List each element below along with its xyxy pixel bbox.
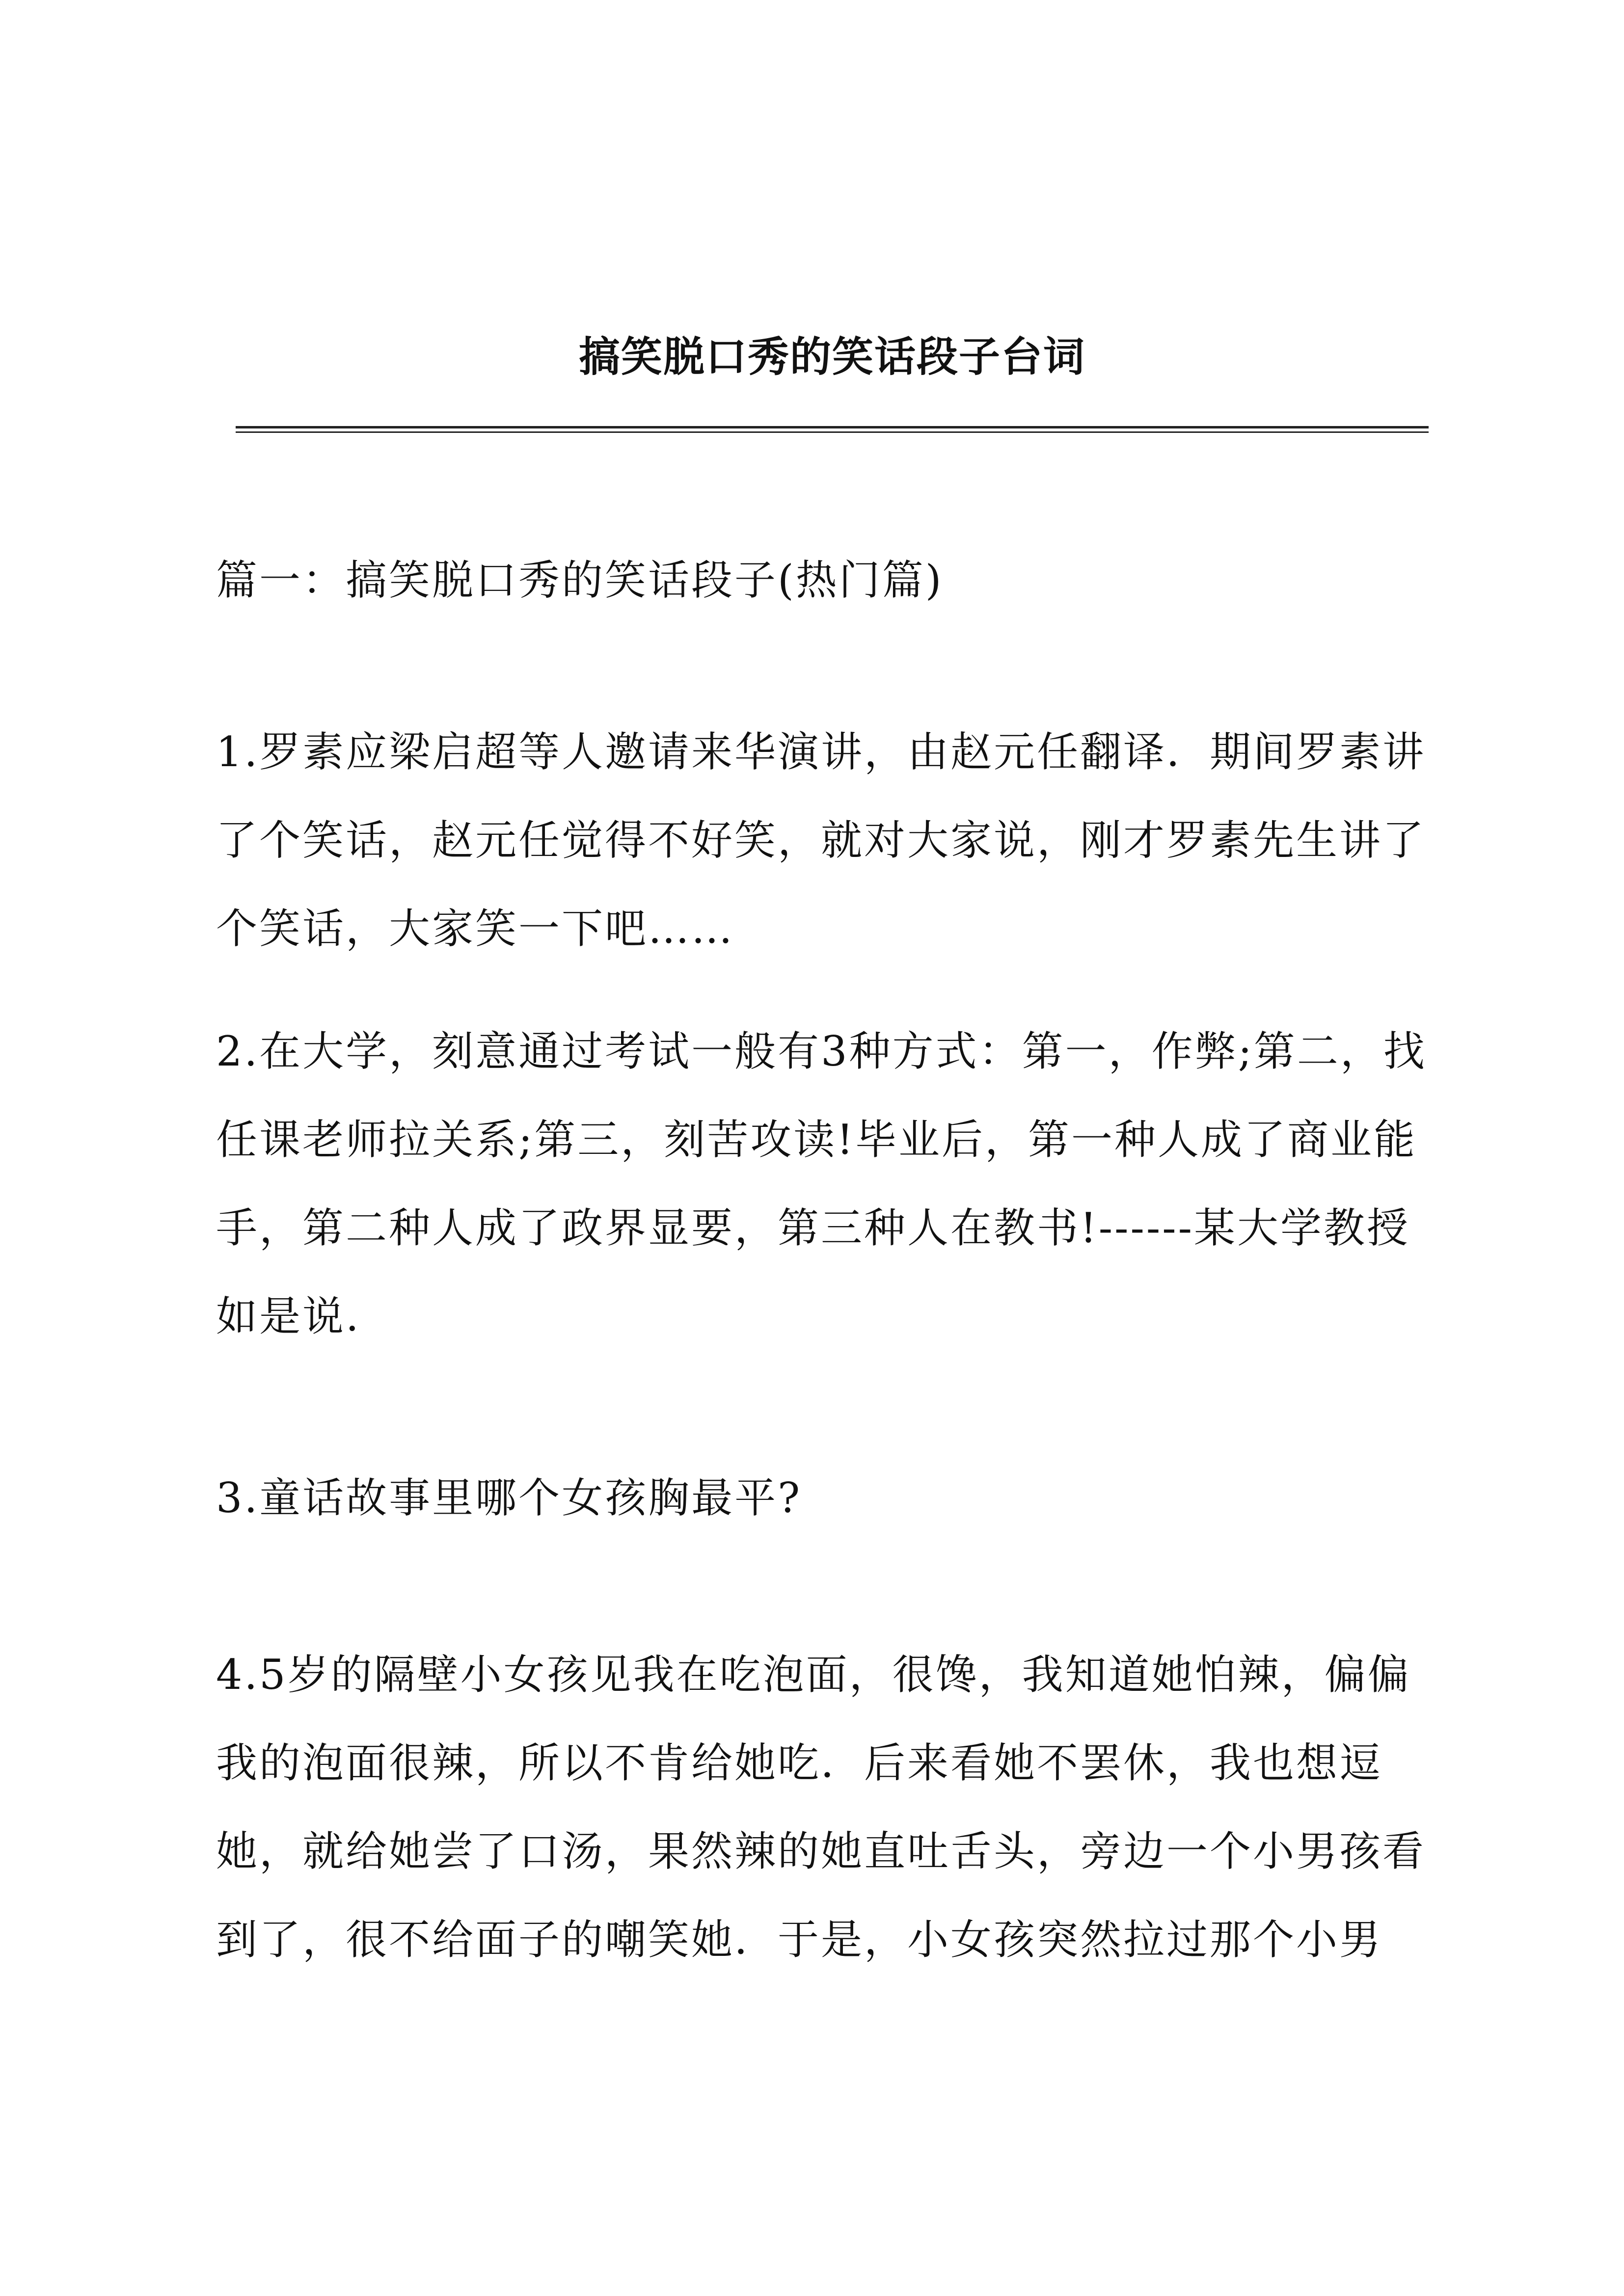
section-heading: 篇一：搞笑脱口秀的笑话段子(热门篇) xyxy=(216,556,944,604)
document-title: 搞笑脱口秀的笑话段子台词 xyxy=(578,332,1085,381)
joke-paragraph-3: 3.童话故事里哪个女孩胸最平? xyxy=(216,1474,802,1522)
title-double-rule xyxy=(236,426,1429,433)
joke-paragraph-1: 1.罗素应梁启超等人邀请来华演讲，由赵元任翻译．期间罗素讲了个笑话，赵元任觉得不好笑，就对大家说，刚才罗素先生讲了个笑话，大家笑一下吧…… xyxy=(216,728,1426,953)
joke-paragraph-2: 2.在大学，刻意通过考试一般有3种方式：第一，作弊;第二，找任课老师拉关系;第三，刻苦攻读!毕业后，第一种人成了商业能手，第二种人成了政界显要，第三种人在教书!------某大学教授如是说. xyxy=(216,1027,1427,1340)
joke-paragraph-4: 4.5岁的隔壁小女孩见我在吃泡面，很馋，我知道她怕辣，偏偏我的泡面很辣，所以不肯给她吃．后来看她不罢休，我也想逗她，就给她尝了口汤，果然辣的她直吐舌头，旁边一个小男孩看到了，很不给面子的嘲笑她．于是，小女孩突然拉过那个小男 xyxy=(216,1651,1426,1964)
